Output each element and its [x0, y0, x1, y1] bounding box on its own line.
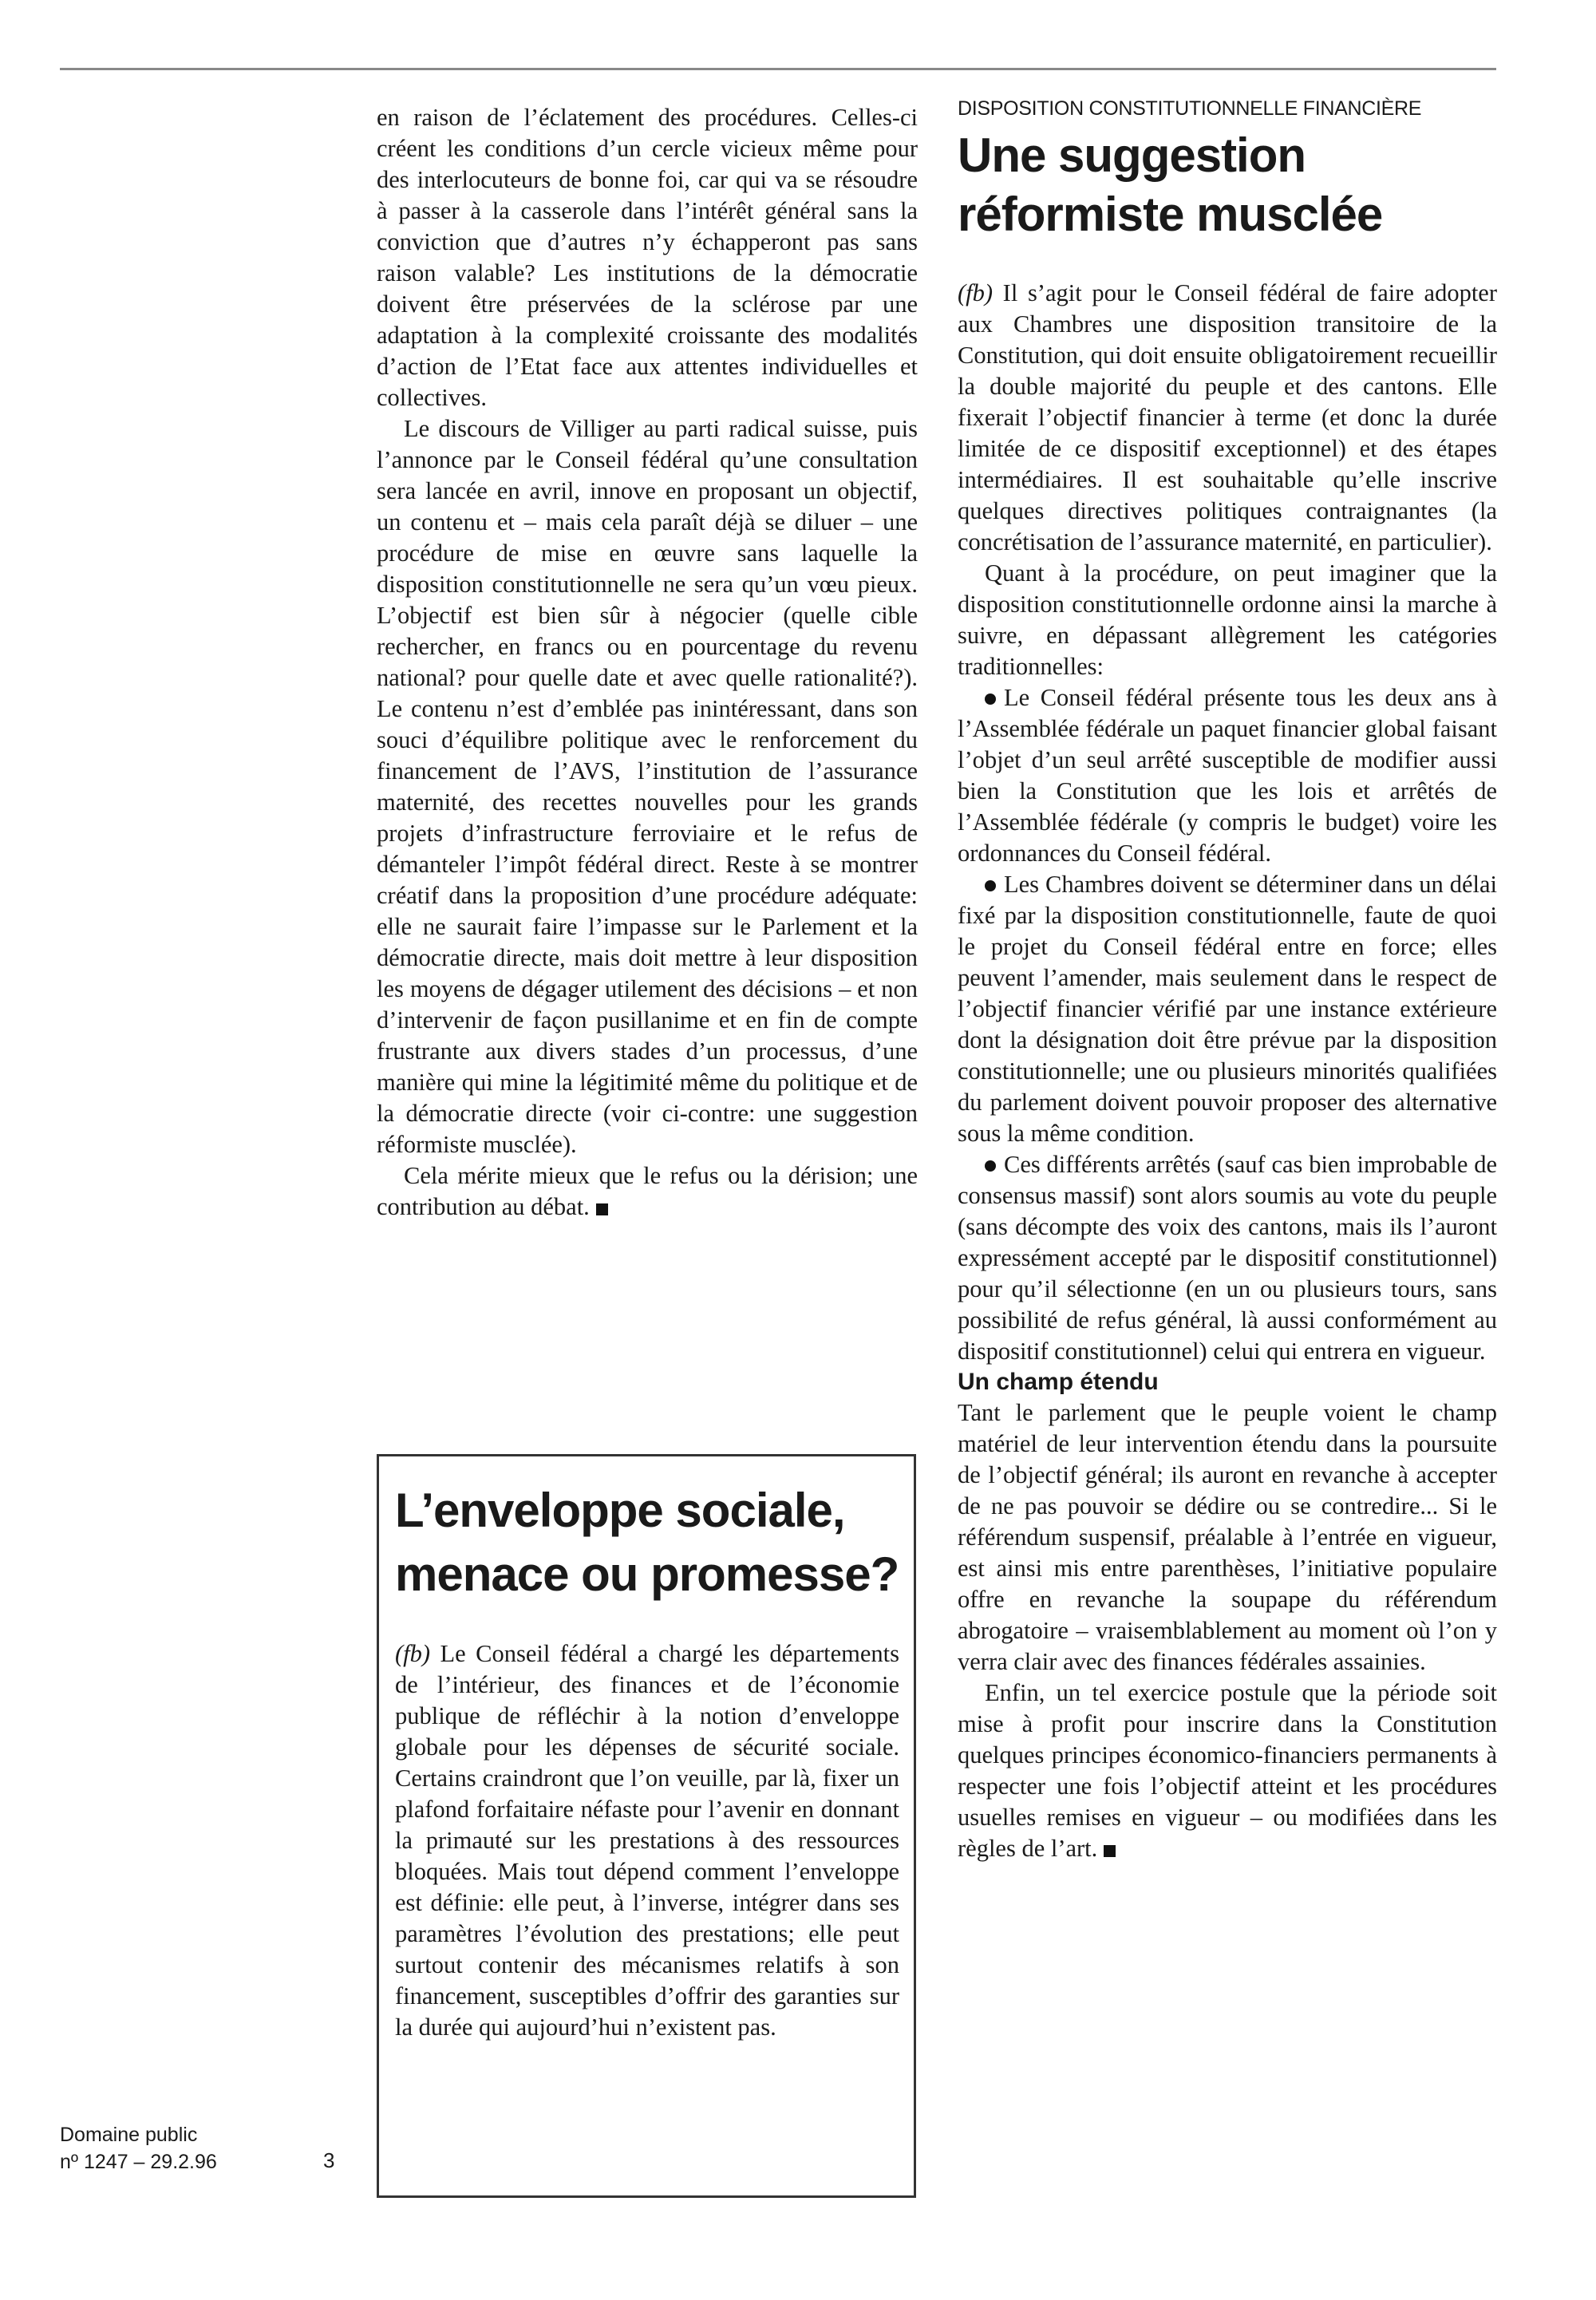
paragraph: en raison de l’éclatement des procédures. Celles-ci créent les conditions d’un cercle vicieux même pour des interlocuteurs de bonne foi, car qui va se résoudre à passer à la casserole dans l’intérêt général sans la conviction que d’autres n’y échapperont pas sans raison valable? Les institutions de la démocratie doivent être préservées de la sclérose par une adaptation à la complexité croissante des modalités d’action de l’Etat face aux attentes individuelles et collectives. [377, 104, 918, 411]
paragraph: Le discours de Villiger au parti radical suisse, puis l’annonce par le Conseil fédéral qu’une consultation sera lancée en avril, innove en proposant un objectif, un contenu et – mais cela paraît déjà se diluer – une procédure de mise en œuvre sans laquelle la disposition constitutionnelle ne sera qu’un vœu pieux. L’objectif est bien sûr à négocier (quelle cible rechercher, en francs ou en pourcentage du revenu national? pour quelle date et avec quelle rationalité?). Le contenu n’est d’emblée pas inintéressant, dans son souci d’équilibre politique avec le renforcement du financement de l’AVS, l’institution de l’assurance maternité, des recettes nouvelles pour les grands projets d’infrastructure ferroviaire et le refus de démanteler l’impôt fédéral direct. Reste à se montrer créatif dans la proposition d’une procédure adéquate: elle ne saurait faire l’impasse sur le Parlement et la démocratie directe, mais doit mettre à leur disposition les moyens de dégager utilement des décisions – et non d’intervenir de façon pusillanime et en fin de compte frustrante aux divers stades d’un processus, d’une manière qui mine la légitimité même du politique et de la démocratie directe (voir ci-contre: une suggestion réformiste musclée). [377, 415, 918, 1158]
sidebar-box-body [395, 1638, 899, 2043]
bullet-text: Les Chambres doivent se déterminer dans un délai fixé par la disposition constitutionnelle, faute de quoi le projet du Conseil fédéral entre en force; elles peuvent l’amender, mais seulement dans le respect de l’objectif financier vérifié par une instance extérieure dont la désignation doit être prévue par la disposition constitutionnelle; une ou plusieurs minorités qualifiées du parlement doivent pouvoir proposer des alternative sous la même condition. [958, 871, 1497, 1147]
publication-name: Domaine public [60, 2124, 198, 2146]
paragraph [377, 1160, 918, 1223]
paragraph-text: Enfin, un tel exercice postule que la période soit mise à profit pour inscrire dans la Constitution quelques principes économico-financiers permanents à respecter une fois l’objectif atteint et les procédures usuelles remises en vigueur – ou modifiées dans les règles de l’art. [958, 1679, 1497, 1862]
paragraph-text: Cela mérite mieux que le refus ou la dérision; une contribution au débat. [377, 1162, 918, 1220]
sidebar-box-content [395, 1472, 899, 2043]
issue-date: nº 1247 – 29.2.96 [60, 2151, 217, 2173]
bullet-text: Le Conseil fédéral présente tous les deux ans à l’Assemblée fédérale un paquet financier global faisant l’objet d’un seul arrêté susceptible de modifier aussi bien la Constitution que les lois et arrêtés de l’Assemblée fédérale (y compris le budget) voire les ordonnances du Conseil fédéral. [958, 684, 1497, 867]
paragraph [958, 278, 1497, 558]
publication-footer [60, 2121, 267, 2176]
paragraph: Tant le parlement que le peuple voient le champ matériel de leur intervention étendu dans la poursuite de l’objectif général; ils auront en revanche à accepter de ne pas pouvoir se dédire ou se contredire... Si le référendum suspensif, préalable à l’entrée en vigueur, est ainsi mis entre parenthèses, l’initiative populaire offre en revanche la soupape du référendum abrogatoire – vraisemblablement au moment où l’on y verra clair avec des finances fédérales assainies. [958, 1399, 1497, 1675]
paragraph: Quant à la procédure, on peut imaginer que la disposition constitutionnelle ordonne ainsi la marche à suivre, en dépassant allègrement les catégories traditionnelles: [958, 559, 1497, 680]
bullet-item [958, 682, 1497, 869]
article-headline: Une suggestion réformiste musclée [958, 128, 1383, 241]
sidebar-box-text: Le Conseil fédéral a chargé les départements de l’intérieur, des finances et de l’économie publique de réfléchir à la notion d’enveloppe globale pour les dépenses de sécurité sociale. Certains craindront que l’on veuille, par là, fixer un plafond forfaitaire néfaste pour l’avenir en donnant la primauté sur les prestations à des ressources bloquées. Mais tout dépend comment l’enveloppe est définie: elle peut, à l’inverse, intégrer dans ses paramètres l’évolution des prestations; elle peut surtout contenir des mécanismes relatifs à son financement, susceptibles d’offrir des garanties sur la durée qui aujourd’hui n’existent pas. [395, 1640, 899, 2041]
author-initials: (fb) [958, 279, 994, 306]
left-column [377, 102, 918, 1223]
bullet-icon [985, 1160, 996, 1172]
bullet-text: Ces différents arrêtés (sauf cas bien improbable de consensus massif) sont alors soumis au vote du peuple (sans décompte des voix des cantons, mais ils l’auront expressément accepté par le dispositif constitutionnel) pour qu’il sélectionne (en un ou plusieurs tours, sans possibilité de refus général, là aussi conformément au dispositif constitutionnel) celui qui entrera en vigueur. [958, 1151, 1497, 1365]
end-of-article-mark [1104, 1845, 1116, 1857]
right-column [958, 96, 1497, 1864]
paragraph-text: Il s’agit pour le Conseil fédéral de faire adopter aux Chambres une disposition transitoire de la Constitution, qui doit ensuite obligatoirement recueillir la double majorité du peuple et des cantons. Elle fixerait l’objectif financier à terme (et donc la durée limitée de ce dispositif exceptionnel) et des étapes intermédiaires. Il est souhaitable qu’elle inscrive quelques directives politiques contraignantes (la concrétisation de l’assurance maternité, en particulier). [958, 279, 1497, 555]
subheading: Un champ étendu [958, 1369, 1159, 1395]
top-rule [60, 68, 1496, 70]
paragraph [958, 1678, 1497, 1864]
sidebar-box-title: L’enveloppe sociale, menace ou promesse? [395, 1484, 899, 1601]
sidebar-box [377, 1454, 916, 2198]
bullet-icon [985, 694, 996, 705]
page-number: 3 [323, 2148, 335, 2172]
author-initials: (fb) [395, 1640, 431, 1667]
section-kicker: DISPOSITION CONSTITUTIONNELLE FINANCIÈRE [958, 97, 1422, 120]
bullet-item [958, 869, 1497, 1149]
bullet-icon [985, 880, 996, 891]
end-of-article-mark [596, 1203, 608, 1215]
bullet-item [958, 1149, 1497, 1367]
